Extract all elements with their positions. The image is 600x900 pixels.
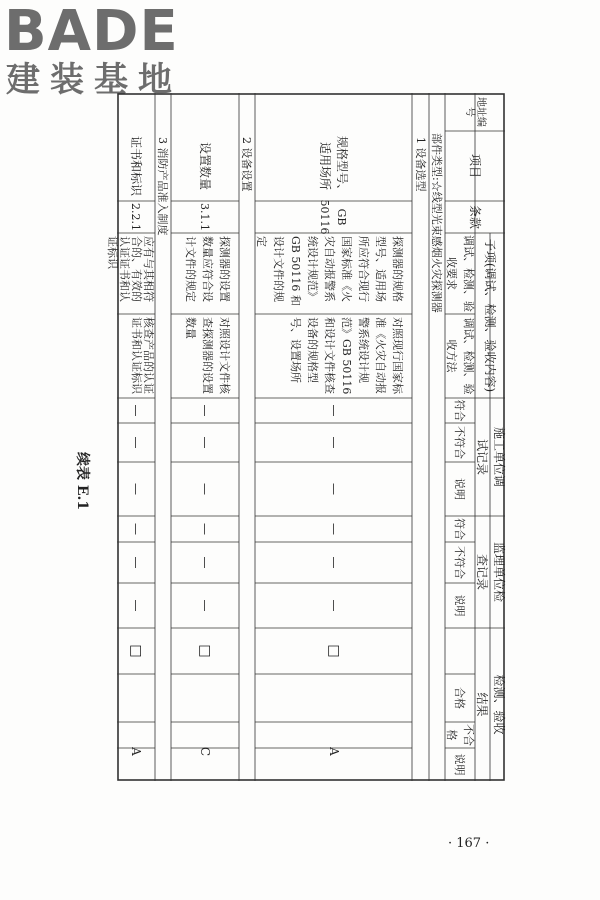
row1-result-fail <box>255 674 412 722</box>
logo-brand: BADE <box>4 0 179 64</box>
row2-const-note: — <box>198 483 213 495</box>
header-requirement: 调试、检测、验收要求 <box>445 235 475 312</box>
row2-requirement: 探测器的设置数量应符合设计文件的规定 <box>184 236 231 302</box>
row2-method: 对照设计文件核查探测器的设置数量 <box>184 317 231 394</box>
row1-result-pass-checkbox[interactable]: □ <box>326 644 342 658</box>
row1-sup-note: — <box>327 599 341 612</box>
row1-const-pass: — <box>327 404 341 417</box>
header-address-no: 地址编号 <box>464 97 486 127</box>
row2-clause: 3.1.1 <box>198 203 212 231</box>
row1-const-note: — <box>327 483 341 495</box>
header-subitem: 子项(调试、检测、验收内容) <box>483 238 498 393</box>
row2-result-note: C <box>198 746 213 757</box>
component-type: 部件类型:☆线型光束感烟火灾探测器 <box>430 133 444 313</box>
row2-sup-fail: — <box>198 556 213 569</box>
row2-const-pass: — <box>198 404 213 417</box>
row1-sup-pass: — <box>327 523 341 535</box>
row3-const-note: — <box>129 483 144 495</box>
header-const-fail: 不符合 <box>453 426 467 459</box>
rotated-table <box>106 93 506 781</box>
row3-method: 核查产品的认证证书和认证标识 <box>130 317 155 394</box>
row3-result-pass-checkbox[interactable]: □ <box>128 644 145 658</box>
row2-sup-pass: — <box>198 523 213 535</box>
header-item: 项目 <box>468 153 483 178</box>
row1-item: 规格型号、适用场所 <box>318 135 350 196</box>
row1-requirement: 探测器的规格型号、适用场所应符合现行国家标准《火灾自动报警系统设计规范》GB 50116 和设计文件的规定 <box>255 236 404 306</box>
row2-sup-note: — <box>198 599 213 612</box>
row1-method: 对照现行国家标准《火灾自动报警系统设计规范》GB 50116 和设计文件核查设备的规格型号、设置场所 <box>289 317 404 395</box>
row3-item: 证书和标识 <box>129 135 144 196</box>
header-result-fail: 不合格 <box>445 724 475 746</box>
row3-sup-pass: — <box>129 523 144 535</box>
row3-result-note: A <box>129 747 144 756</box>
row1-sup-fail: — <box>327 556 341 569</box>
header-result: 检测、验收结果 <box>475 674 506 735</box>
row2-item: 设置数量 <box>198 141 213 190</box>
row1-result-note: A <box>327 747 341 756</box>
row2-result-fail <box>171 674 239 722</box>
row3-sup-note: — <box>129 599 144 612</box>
header-result-note: 说明 <box>453 753 467 776</box>
row3-result-fail <box>117 674 155 722</box>
section-equipment-setup: 2 设备设置 <box>240 137 254 192</box>
row2-result-pass-checkbox[interactable]: □ <box>197 644 214 658</box>
row3-requirement: 应有与其相符合的、有效的认证证书和认证标识 <box>106 236 155 302</box>
logo-chinese: 建装基地 <box>6 60 182 100</box>
row3-clause: 2.2.1 <box>129 203 143 231</box>
row2-const-fail: — <box>198 436 213 449</box>
header-method: 调试、检测、验收方法 <box>445 317 475 395</box>
header-result-pass: 合格 <box>453 687 467 709</box>
row1-clause: GB 50116 <box>318 199 349 235</box>
header-sup-pass: 符合 <box>453 518 467 540</box>
header-const-pass: 符合 <box>453 399 467 422</box>
header-const-note: 说明 <box>453 478 467 500</box>
row3-const-fail: — <box>129 436 144 449</box>
page-number: · 167 · <box>448 836 490 851</box>
header-clause: 条款 <box>468 204 483 229</box>
row3-sup-fail: — <box>129 556 144 569</box>
header-construction-record: 施工单位调试记录 <box>475 426 506 487</box>
row3-const-pass: — <box>129 404 144 417</box>
header-supervision-record: 监理单位检查记录 <box>475 541 506 602</box>
row1-const-fail: — <box>327 436 341 449</box>
header-sup-fail: 不符合 <box>453 546 467 579</box>
section-equipment-selection: 1 设备选型 <box>414 137 427 192</box>
section-access-system: 3 消防产品准入制度 <box>156 137 170 236</box>
header-sup-note: 说明 <box>453 594 467 617</box>
table-caption: 续表 E.1 <box>74 452 90 511</box>
